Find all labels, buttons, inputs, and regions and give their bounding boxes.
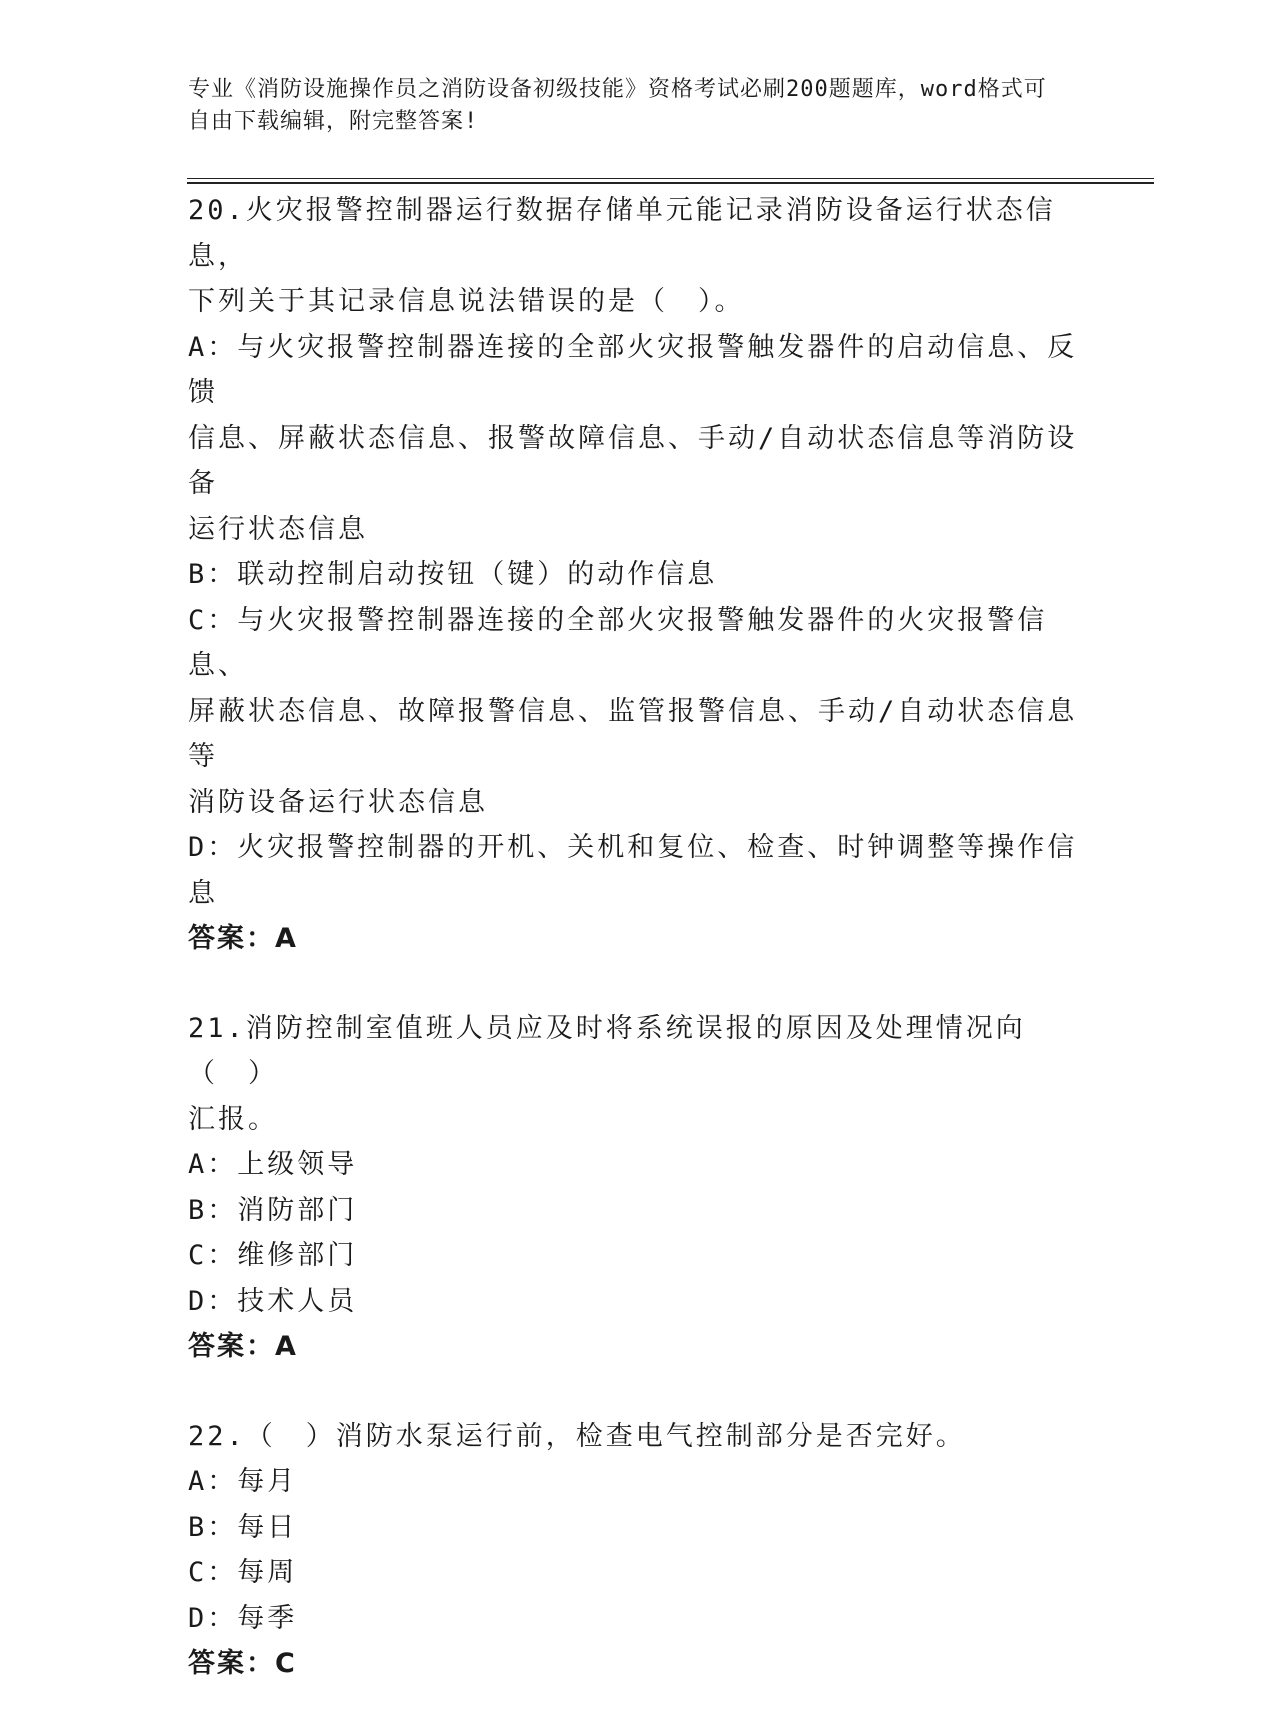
option-c: C：维修部门 [188,1240,358,1271]
question-list [188,188,1088,1731]
option-a-continued: 信息、屏蔽状态信息、报警故障信息、手动/自动状态信息等消防设备 [188,422,1078,499]
question-stem-line: 下列关于其记录信息说法错误的是（ ）。 [188,286,745,317]
question-stem-line: 汇报。 [188,1103,278,1135]
question-stem-line: 22.（ ）消防水泵运行前，检查电气控制部分是否完好。 [188,1420,966,1452]
option-a: A：每月 [188,1466,298,1497]
option-d: D：火灾报警控制器的开机、关机和复位、检查、时钟调整等操作信息 [188,832,1078,909]
option-a-continued: 运行状态信息 [188,513,368,545]
answer-label: 答案：C [188,1648,297,1679]
question-21 [188,1006,1088,1370]
option-c-continued: 屏蔽状态信息、故障报警信息、监管报警信息、手动/自动状态信息等 [188,695,1078,772]
question-stem-line: 21.消防控制室值班人员应及时将系统误报的原因及处理情况向（ ） [188,1012,1026,1089]
option-c-continued: 消防设备运行状态信息 [188,786,488,818]
header-rule-thick [187,182,1154,184]
option-b: B：联动控制启动按钮（键）的动作信息 [188,559,718,590]
option-d: D：每季 [188,1602,298,1634]
document-header: 专业《消防设施操作员之消防设备初级技能》资格考试必刷200题题库，word格式可自由下载编辑，附完整答案! [188,77,1047,134]
question-20 [188,188,1088,962]
question-stem-line: 20.火灾报警控制器运行数据存储单元能记录消防设备运行状态信息， [188,195,1056,272]
option-a: A：与火灾报警控制器连接的全部火灾报警触发器件的启动信息、反馈 [188,331,1078,408]
answer-label: 答案：A [188,1331,298,1362]
option-d: D：技术人员 [188,1285,358,1317]
answer-label: 答案：A [188,923,298,954]
option-a: A：上级领导 [188,1149,358,1180]
option-c: C：与火灾报警控制器连接的全部火灾报警触发器件的火灾报警信息、 [188,604,1048,681]
option-c: C：每周 [188,1557,298,1588]
option-b: B：每日 [188,1511,298,1543]
header-rule-thin [187,178,1154,179]
question-22 [188,1414,1088,1687]
option-b: B：消防部门 [188,1194,358,1226]
